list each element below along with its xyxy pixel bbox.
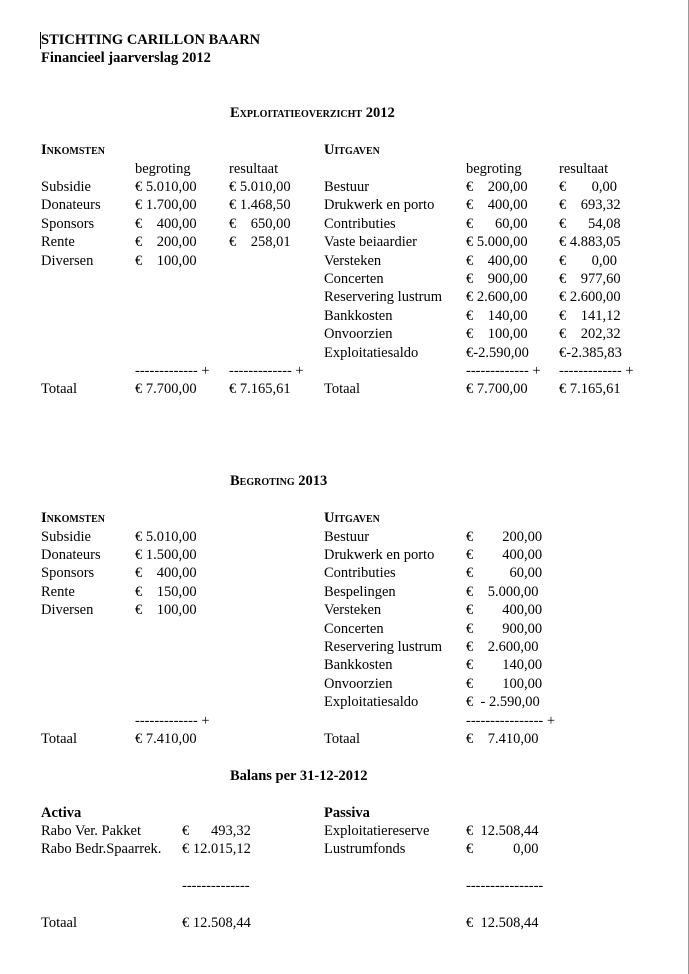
- sum-line: --------------: [182, 878, 250, 894]
- income-row-amount: € 1.500,00: [135, 547, 197, 563]
- expense-row-amount: € 100,00: [466, 676, 543, 692]
- expense-row-begroting: € 140,00: [466, 308, 528, 324]
- expense-row-resultaat: € 4.883,05: [559, 234, 621, 250]
- expense-row-label: Bankkosten: [324, 657, 393, 673]
- income-row-resultaat: € 5.010,00: [229, 179, 291, 195]
- income-row-label: Sponsors: [41, 216, 95, 232]
- income-row-amount: € 400,00: [135, 565, 197, 581]
- income-row-resultaat: € 1.468,50: [229, 197, 291, 213]
- expense-row-begroting: € 900,00: [466, 271, 528, 287]
- begroting-title: Begroting 2013: [230, 473, 328, 489]
- income-row-label: Rente: [41, 584, 75, 600]
- col-header-resultaat: resultaat: [229, 161, 279, 177]
- expense-row-resultaat: € 0,00: [559, 179, 617, 195]
- expense-row-begroting: €-2.590,00: [466, 345, 529, 361]
- total-label: Totaal: [324, 381, 361, 397]
- expense-row-label: Drukwerk en porto: [324, 547, 435, 563]
- report-subtitle: Financieel jaarverslag 2012: [41, 50, 211, 66]
- expense-row-amount: € 140,00: [466, 657, 543, 673]
- activa-heading: Activa: [41, 805, 82, 821]
- expense-row-label: Exploitatiesaldo: [324, 345, 419, 361]
- expense-row-label: Reservering lustrum: [324, 289, 442, 305]
- expense-row-resultaat: € 54,08: [559, 216, 621, 232]
- sum-line: ------------- +: [466, 363, 541, 379]
- income-row-label: Sponsors: [41, 565, 95, 581]
- org-title: STICHTING CARILLON BAARN: [41, 32, 261, 48]
- activa-row-amount: € 12.015,12: [182, 841, 251, 857]
- expense-row-label: Onvoorzien: [324, 676, 393, 692]
- expense-row-label: Bespelingen: [324, 584, 396, 600]
- activa-row-amount: € 493,32: [182, 823, 251, 839]
- expense-row-label: Onvoorzien: [324, 326, 393, 342]
- income-row-label: Diversen: [41, 253, 94, 269]
- expense-row-amount: € 2.600,00: [466, 639, 539, 655]
- income-row-resultaat: € 650,00: [229, 216, 291, 232]
- expense-row-label: Bankkosten: [324, 308, 393, 324]
- expense-row-label: Drukwerk en porto: [324, 197, 435, 213]
- expense-row-resultaat: € 141,12: [559, 308, 621, 324]
- total-label: Totaal: [41, 381, 78, 397]
- income-row-begroting: € 400,00: [135, 216, 197, 232]
- total-amount: € 12.508,44: [182, 915, 251, 931]
- expense-row-label: Versteken: [324, 253, 382, 269]
- col-header-begroting: begroting: [135, 161, 191, 177]
- expense-row-resultaat: € 202,32: [559, 326, 621, 342]
- col-header-resultaat: resultaat: [559, 161, 609, 177]
- balans-title: Balans per 31-12-2012: [230, 768, 368, 784]
- expense-row-label: Bestuur: [324, 179, 370, 195]
- expense-row-label: Concerten: [324, 621, 384, 637]
- sum-line: ------------- +: [135, 363, 210, 379]
- expense-row-resultaat: €-2.385,83: [559, 345, 622, 361]
- income-row-label: Subsidie: [41, 179, 91, 195]
- income-row-label: Subsidie: [41, 529, 91, 545]
- total-amount: € 7.410,00: [466, 731, 539, 747]
- income-row-begroting: € 5.010,00: [135, 179, 197, 195]
- expense-row-amount: € 900,00: [466, 621, 543, 637]
- col-header-begroting: begroting: [466, 161, 522, 177]
- passiva-row-label: Lustrumfonds: [324, 841, 406, 857]
- begroting-income-heading: Inkomsten: [41, 510, 105, 526]
- total-amount: € 7.410,00: [135, 731, 197, 747]
- income-row-begroting: € 1.700,00: [135, 197, 197, 213]
- exploitatie-income-heading: Inkomsten: [41, 142, 105, 158]
- passiva-row-label: Exploitatiereserve: [324, 823, 430, 839]
- income-row-label: Donateurs: [41, 547, 101, 563]
- income-row-resultaat: € 258,01: [229, 234, 291, 250]
- expense-row-begroting: € 400,00: [466, 197, 528, 213]
- total-begroting: € 7.700,00: [466, 381, 528, 397]
- passiva-row-amount: € 12.508,44: [466, 823, 539, 839]
- expense-row-amount: € 400,00: [466, 602, 543, 618]
- expense-row-label: Contributies: [324, 216, 396, 232]
- income-row-label: Donateurs: [41, 197, 101, 213]
- passiva-row-amount: € 0,00: [466, 841, 539, 857]
- expense-row-begroting: € 100,00: [466, 326, 528, 342]
- sum-line: ---------------- +: [466, 713, 556, 729]
- total-begroting: € 7.700,00: [135, 381, 197, 397]
- expense-row-amount: € 60,00: [466, 565, 543, 581]
- sum-line: ------------- +: [135, 713, 210, 729]
- expense-row-begroting: € 60,00: [466, 216, 528, 232]
- passiva-heading: Passiva: [324, 805, 370, 821]
- expense-row-resultaat: € 977,60: [559, 271, 621, 287]
- begroting-expenses-heading: Uitgaven: [324, 510, 380, 526]
- expense-row-label: Vaste beiaardier: [324, 234, 417, 250]
- income-row-begroting: € 200,00: [135, 234, 197, 250]
- expense-row-resultaat: € 693,32: [559, 197, 621, 213]
- total-label: Totaal: [41, 731, 78, 747]
- income-row-begroting: € 100,00: [135, 253, 197, 269]
- expense-row-resultaat: € 2.600,00: [559, 289, 621, 305]
- activa-row-label: Rabo Ver. Pakket: [41, 823, 142, 839]
- income-row-amount: € 150,00: [135, 584, 197, 600]
- expense-row-begroting: € 200,00: [466, 179, 528, 195]
- total-amount: € 12.508,44: [466, 915, 539, 931]
- income-row-label: Diversen: [41, 602, 94, 618]
- income-row-amount: € 100,00: [135, 602, 197, 618]
- income-row-label: Rente: [41, 234, 75, 250]
- expense-row-amount: € 200,00: [466, 529, 543, 545]
- expense-row-begroting: € 2.600,00: [466, 289, 528, 305]
- sum-line: ------------- +: [559, 363, 634, 379]
- total-resultaat: € 7.165,61: [229, 381, 291, 397]
- total-label: Totaal: [324, 731, 361, 747]
- income-row-amount: € 5.010,00: [135, 529, 197, 545]
- activa-row-label: Rabo Bedr.Spaarrek.: [41, 841, 162, 857]
- total-resultaat: € 7.165,61: [559, 381, 621, 397]
- expense-row-begroting: € 5.000,00: [466, 234, 528, 250]
- expense-row-amount: € 5.000,00: [466, 584, 539, 600]
- sum-line: ------------- +: [229, 363, 304, 379]
- exploitatie-expenses-heading: Uitgaven: [324, 142, 380, 158]
- expense-row-label: Reservering lustrum: [324, 639, 442, 655]
- expense-row-label: Contributies: [324, 565, 396, 581]
- expense-row-label: Exploitatiesaldo: [324, 694, 419, 710]
- total-label: Totaal: [41, 915, 78, 931]
- expense-row-amount: € 400,00: [466, 547, 543, 563]
- sum-line: ----------------: [466, 878, 544, 894]
- expense-row-amount: € - 2.590,00: [466, 694, 540, 710]
- exploitatie-title: Exploitatieoverzicht 2012: [230, 105, 395, 121]
- expense-row-label: Concerten: [324, 271, 384, 287]
- expense-row-begroting: € 400,00: [466, 253, 528, 269]
- expense-row-resultaat: € 0,00: [559, 253, 617, 269]
- expense-row-label: Versteken: [324, 602, 382, 618]
- expense-row-label: Bestuur: [324, 529, 370, 545]
